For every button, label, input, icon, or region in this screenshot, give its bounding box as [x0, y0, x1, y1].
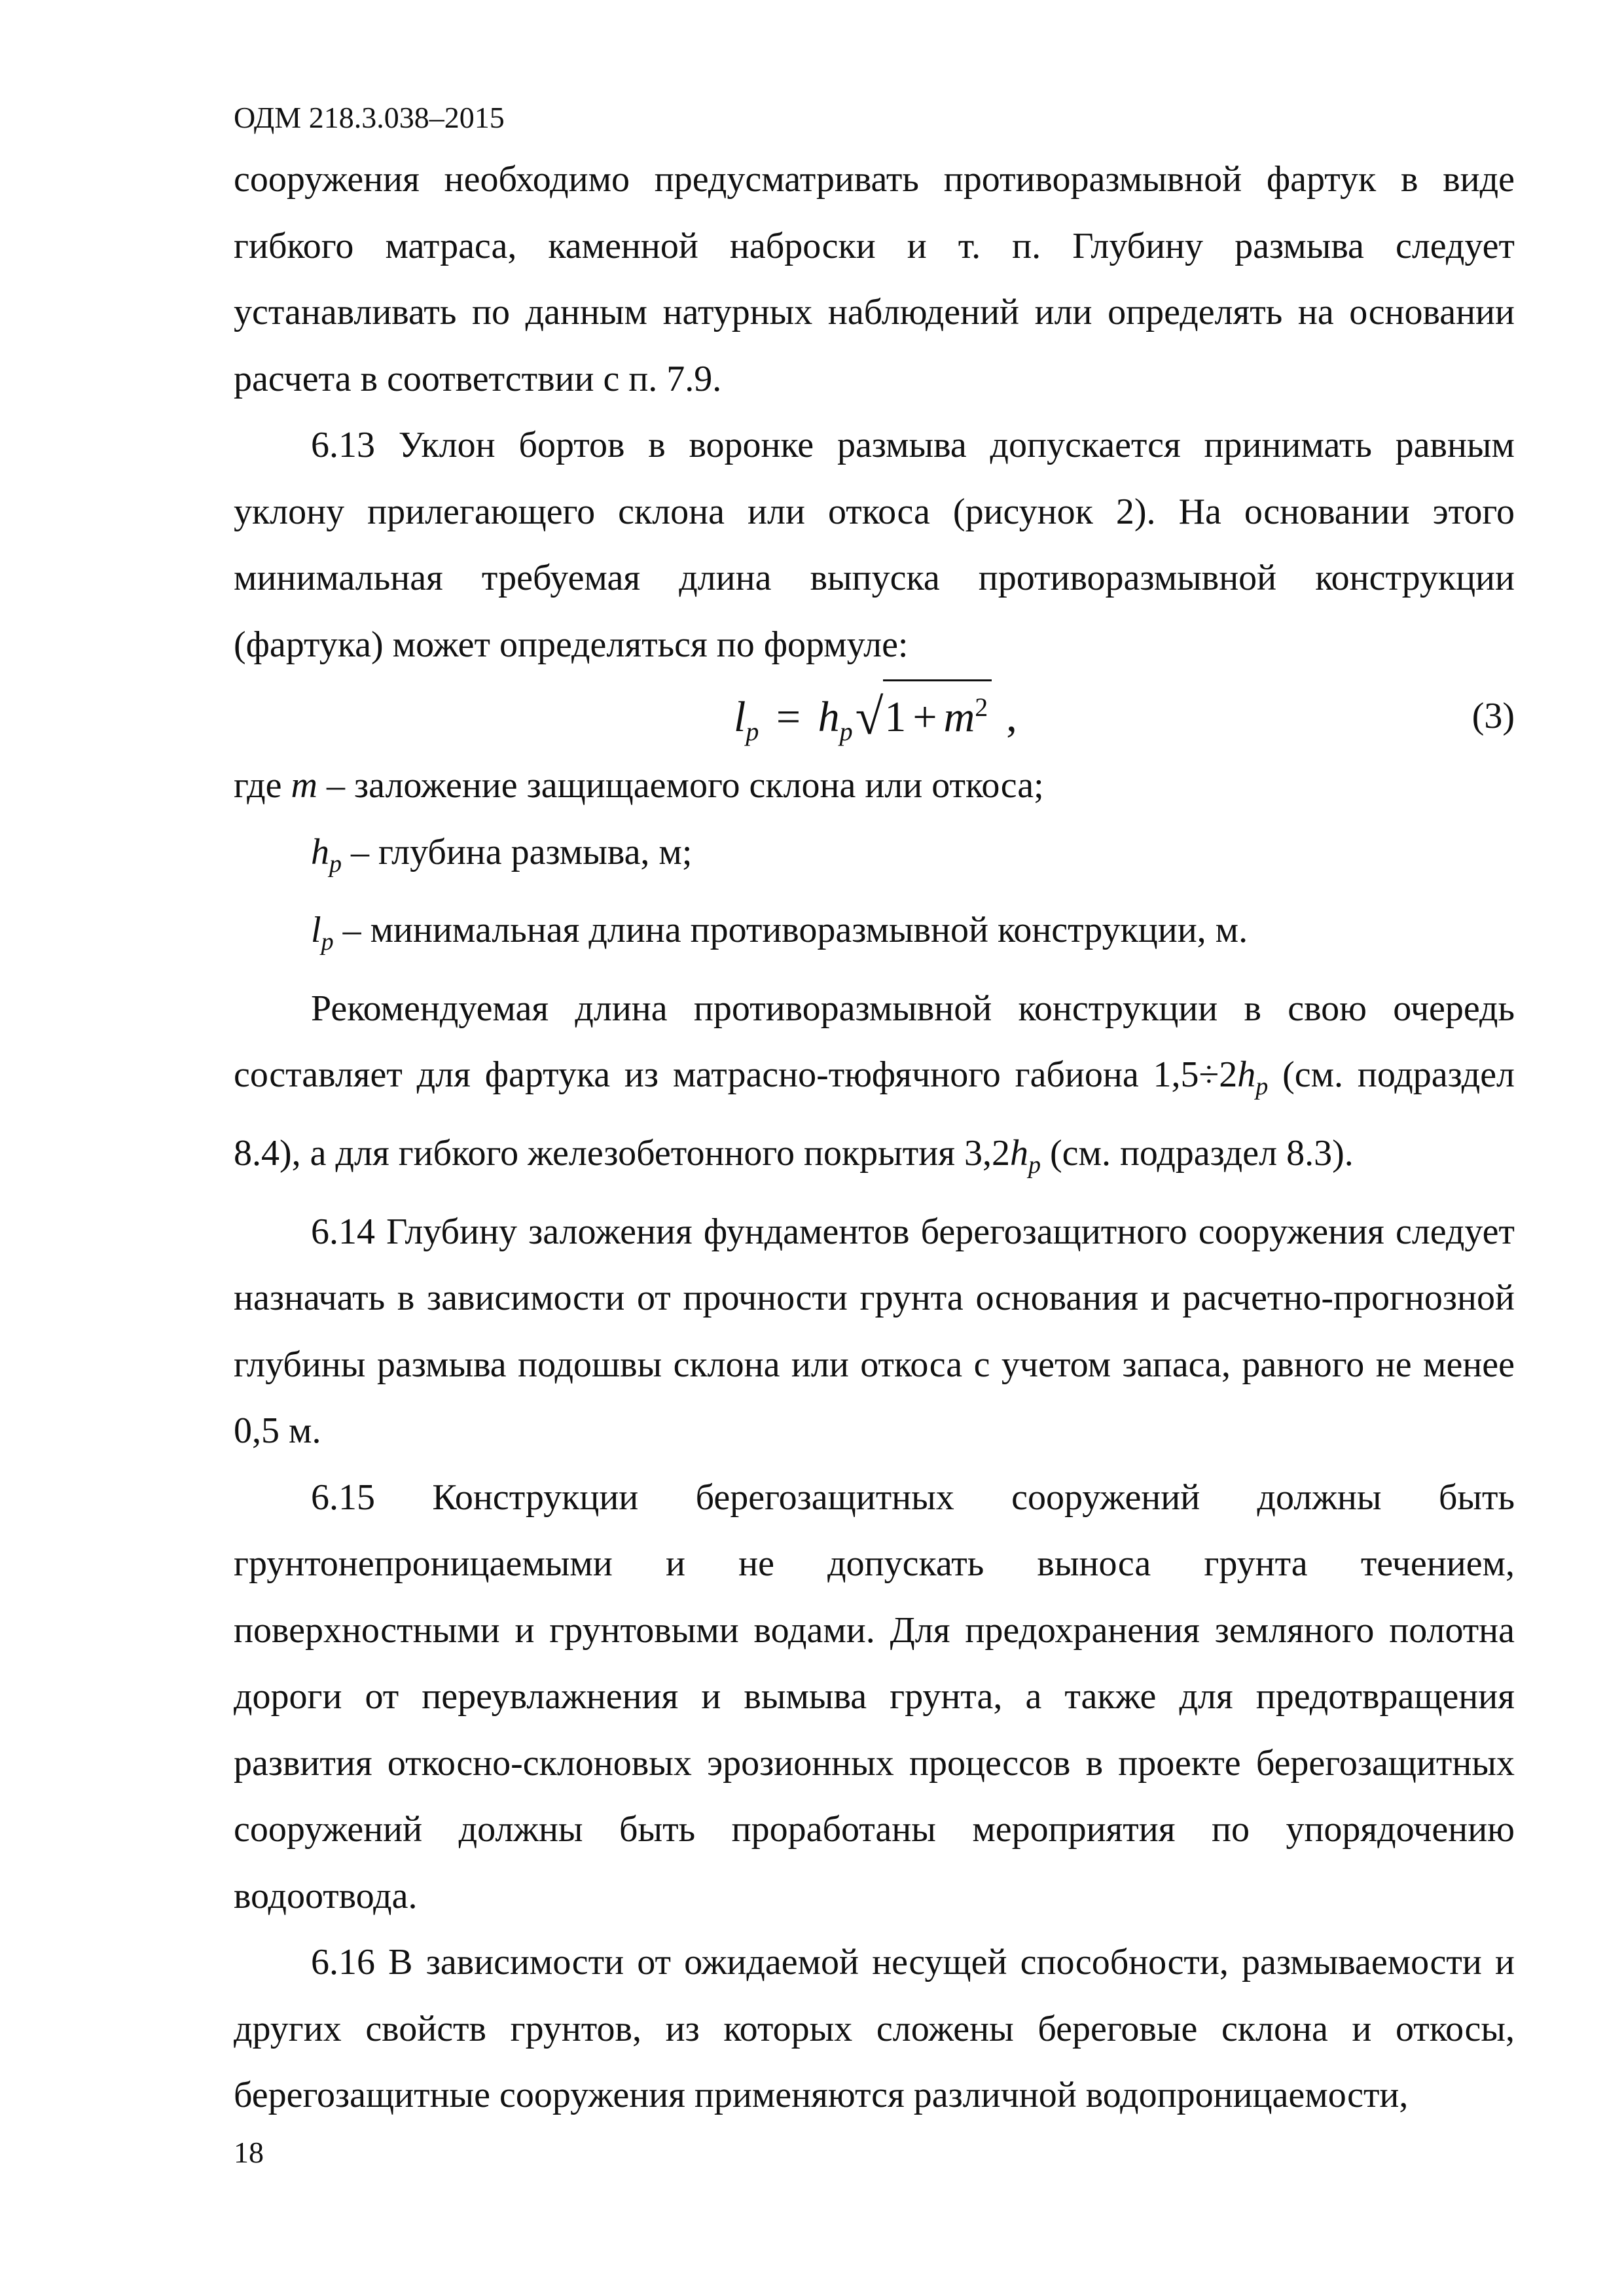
formula-number: (3) [1471, 696, 1515, 736]
definition-text: – заложение защищаемого склона или откоса; [317, 765, 1044, 806]
formula-equals: = [776, 693, 801, 741]
inline-symbol-hp: $h_p$ [1237, 1054, 1269, 1101]
page-number: 18 [234, 2136, 264, 2169]
paragraph-recommended-length: Рекомендуемая длина противоразмывной конструкции в свою очередь составляет для фартука из матрасно-тюфячного габиона $1,5\div 2h_p$ (см. подраздел 8.4), а для гибкого железобетонного покрытия $3,2h_p$ (см. подраздел 8.3). [234, 988, 1515, 1179]
paragraph-6-14: 6.14 Глубину заложения фундаментов берегозащитного сооружения следует назначать в зависимости от прочности грунта основания и расчетно-прогнозной глубины размыва подошвы склона или откоса с учетом запаса, равного не менее 0,5 м. [234, 1211, 1515, 1452]
formula-expression [734, 679, 1017, 765]
formula-plus: + [912, 693, 937, 741]
document-code-header: ОДМ 218.3.038–2015 [234, 101, 505, 134]
definition-symbol: $l_p$ [311, 910, 334, 956]
inline-symbol-hp: $h_p$ [1010, 1133, 1041, 1179]
document-body [234, 147, 1515, 2129]
definition-lp [234, 897, 1515, 976]
definition-hp [234, 819, 1515, 898]
formula-radicand [883, 679, 992, 744]
formula-rhs-sub: p [839, 717, 853, 747]
paragraph-6-15: 6.15 Конструкции берегозащитных сооружений должны быть грунтонепроницаемыми и не допускать выноса грунта течением, поверхностными и грунтовыми водами. Для предохранения земляного полотна дороги от переувлажнения и вымыва грунта, а также для предотвращения развития откосно-склоновых эрозионных процессов в проекте берегозащитных сооружений должны быть проработаны мероприятия по упорядочению водоотвода. [234, 1477, 1515, 1916]
paragraph-continuation: сооружения необходимо предусматривать противоразмывной фартук в виде гибкого матраса, каменной наброски и т. п. Глубину размыва следует устанавливать по данным натурных наблюдений или определять на основании расчета в соответствии с п. 7.9. [234, 159, 1515, 399]
formula-3 [234, 674, 1515, 753]
formula-comma: , [1006, 693, 1017, 741]
paragraph-6-13: 6.13 Уклон бортов в воронке размыва допускается принимать равным уклону прилегающего склона или откоса (рисунок 2). На основании этого минимальная требуемая длина выпуска противоразмывной конструкции (фартука) может определяться по формуле: [234, 425, 1515, 665]
formula-radicand-var: m [943, 693, 975, 741]
formula-rhs-var: h [818, 693, 840, 741]
formula-lhs-var: l [734, 693, 746, 741]
definition-symbol: $h_p$ [311, 831, 342, 878]
definition-text: – глубина размыва, м; [342, 831, 693, 872]
formula-radicand-exp: 2 [975, 692, 988, 722]
square-root-sign: √ [855, 688, 884, 745]
definition-symbol: m [291, 765, 317, 806]
formula-radicand-one: 1 [884, 693, 907, 741]
definition-lead: где [234, 765, 291, 806]
definition-text: – минимальная длина противоразмывной конструкции, м. [333, 910, 1248, 951]
paragraph-6-16: 6.16 В зависимости от ожидаемой несущей способности, размываемости и других свойств грунтов, из которых сложены береговые склона и откосы, берегозащитные сооружения применяются различной водопроницаемости, [234, 1942, 1515, 2116]
formula-lhs-sub: p [746, 717, 759, 747]
